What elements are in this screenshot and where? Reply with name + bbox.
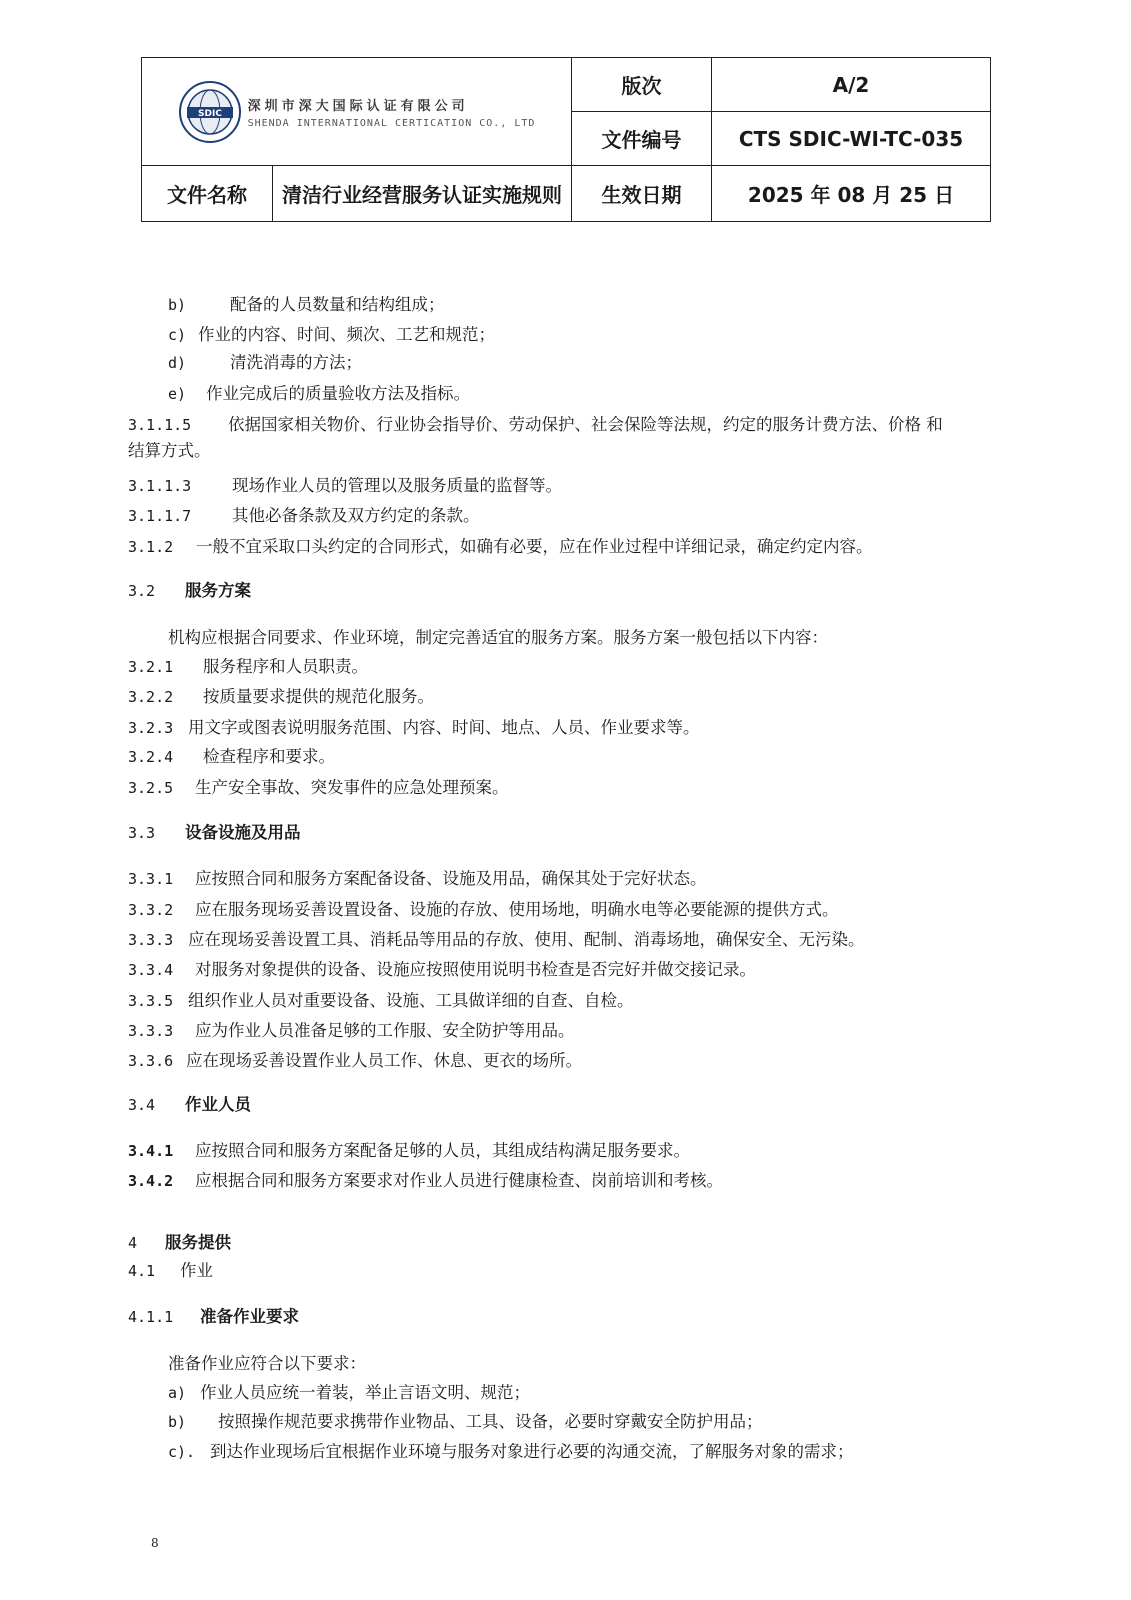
edition-value: A/2 — [712, 58, 991, 112]
clause-3-3-4: 3.3.4 对服务对象提供的设备、设施应按照使用说明书检查是否完好并做交接记录。 — [128, 960, 756, 979]
list-item: e) 作业完成后的质量验收方法及指标。 — [168, 384, 470, 403]
section-heading-4: 4 服务提供 — [128, 1233, 231, 1252]
docno-label: 文件编号 — [572, 112, 712, 166]
clause-3-3-3: 3.3.3 应在现场妥善设置工具、消耗品等用品的存放、使用、配制、消毒场地，确保安全、无污染。 — [128, 930, 865, 949]
document-header-table — [141, 57, 991, 222]
doc-name-value: 清洁行业经营服务认证实施规则 — [273, 166, 572, 222]
page-number: 8 — [151, 1536, 159, 1550]
list-item: d) 清洗消毒的方法； — [168, 353, 362, 372]
paragraph: 机构应根据合同要求、作业环境，制定完善适宜的服务方案。服务方案一般包括以下内容： — [168, 628, 828, 647]
doc-name-label: 文件名称 — [142, 166, 273, 222]
clause-3-3-1: 3.3.1 应按照合同和服务方案配备设备、设施及用品，确保其处于完好状态。 — [128, 869, 707, 888]
clause-3-2-1: 3.2.1 服务程序和人员职责。 — [128, 657, 368, 676]
edition-label: 版次 — [572, 58, 712, 112]
section-heading-4-1: 4.1 作业 — [128, 1261, 213, 1280]
clause-3-2-5: 3.2.5 生产安全事故、突发事件的应急处理预案。 — [128, 778, 509, 797]
list-item: a) 作业人员应统一着装，举止言语文明、规范； — [168, 1383, 530, 1402]
clause-3-1-1-7: 3.1.1.7 其他必备条款及双方约定的条款。 — [128, 506, 480, 525]
section-heading-4-1-1: 4.1.1 准备作业要求 — [128, 1307, 299, 1326]
clause-3-2-3: 3.2.3 用文字或图表说明服务范围、内容、时间、地点、人员、作业要求等。 — [128, 718, 700, 737]
company-name-en: SHENDA INTERNATIONAL CERTICATION CO., LTD — [247, 117, 536, 129]
section-heading-3-3: 3.3 设备设施及用品 — [128, 823, 301, 842]
clause-3-4-1: 3.4.1 应按照合同和服务方案配备足够的人员，其组成结构满足服务要求。 — [128, 1141, 690, 1160]
list-item: c). 到达作业现场后宜根据作业环境与服务对象进行必要的沟通交流，了解服务对象的需求； — [168, 1442, 854, 1461]
company-logo-icon — [178, 80, 242, 144]
clause-3-4-2: 3.4.2 应根据合同和服务方案要求对作业人员进行健康检查、岗前培训和考核。 — [128, 1171, 723, 1190]
list-item: b) 按照操作规范要求携带作业物品、工具、设备，必要时穿戴安全防护用品； — [168, 1412, 763, 1431]
list-item: b) 配备的人员数量和结构组成； — [168, 295, 445, 314]
clause-3-2-4: 3.2.4 检查程序和要求。 — [128, 747, 335, 766]
section-heading-3-2: 3.2 服务方案 — [128, 581, 251, 600]
company-name-cn: 深圳市深大国际认证有限公司 — [247, 98, 469, 114]
paragraph: 准备作业应符合以下要求： — [168, 1354, 366, 1373]
clause-3-2-2: 3.2.2 按质量要求提供的规范化服务。 — [128, 687, 434, 706]
clause-3-1-1-5: 3.1.1.5 依据国家相关物价、行业协会指导价、劳动保护、社会保险等法规，约定的服务计费方法、价格 和 — [128, 415, 943, 434]
section-heading-3-4: 3.4 作业人员 — [128, 1095, 251, 1114]
company-logo-cell — [142, 58, 572, 166]
clause-3-3-2: 3.3.2 应在服务现场妥善设置设备、设施的存放、使用场地，明确水电等必要能源的提供方式。 — [128, 900, 839, 919]
effective-date-value: 2025 年 08 月 25 日 — [712, 166, 991, 222]
clause-3-1-1-3: 3.1.1.3 现场作业人员的管理以及服务质量的监督等。 — [128, 476, 562, 495]
clause-3-3-5: 3.3.5 组织作业人员对重要设备、设施、工具做详细的自查、自检。 — [128, 991, 634, 1010]
logo-text: SDIC — [197, 108, 222, 119]
list-item: c) 作业的内容、时间、频次、工艺和规范； — [168, 325, 495, 344]
clause-3-1-1-5-cont: 结算方式。 — [128, 441, 211, 460]
clause-3-1-2: 3.1.2 一般不宜采取口头约定的合同形式，如确有必要，应在作业过程中详细记录，确定约定内容。 — [128, 537, 873, 556]
docno-value: CTS SDIC-WI-TC-035 — [712, 112, 991, 166]
effective-date-label: 生效日期 — [572, 166, 712, 222]
clause-3-3-3b: 3.3.3 应为作业人员准备足够的工作服、安全防护等用品。 — [128, 1021, 575, 1040]
clause-3-3-6: 3.3.6 应在现场妥善设置作业人员工作、休息、更衣的场所。 — [128, 1051, 582, 1070]
